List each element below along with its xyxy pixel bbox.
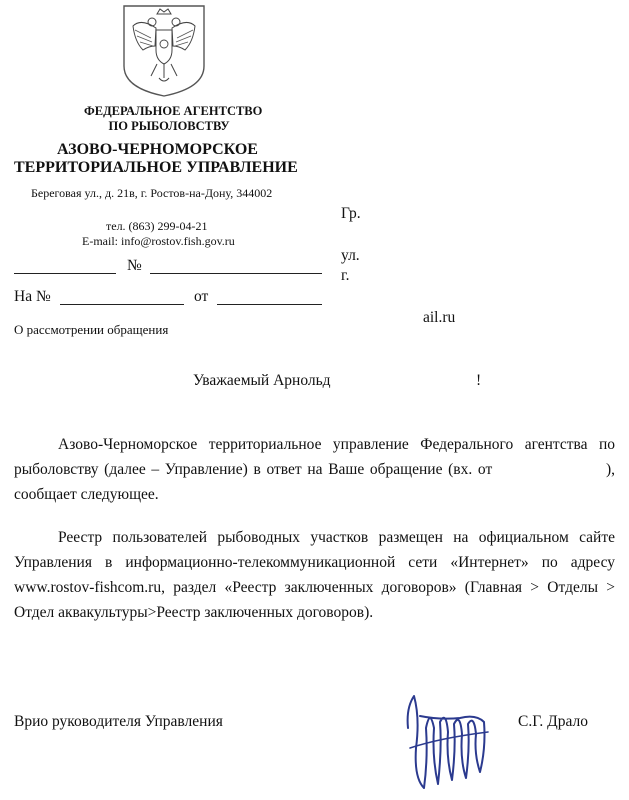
subject-line: О рассмотрении обращения <box>14 322 169 337</box>
signatory-name: С.Г. Драло <box>518 713 588 730</box>
reply-date-label: от <box>194 288 209 305</box>
outgoing-number-underline <box>150 273 322 274</box>
signatory-position: Врио руководителя Управления <box>14 713 223 730</box>
paragraph-1-text: Азово-Черноморское территориальное управление Федерального агентства по рыболовству (далее – Управление) в ответ на Ваше обращение (вх. от ), сообщает следующее. <box>14 436 619 503</box>
handwritten-signature <box>400 688 492 794</box>
region-name-line1: АЗОВО-ЧЕРНОМОРСКОЕ <box>57 141 258 158</box>
greeting-exclamation: ! <box>476 372 482 389</box>
outgoing-date-underline <box>14 273 116 274</box>
address-line: Береговая ул., д. 21в, г. Ростов-на-Дону, 344002 <box>31 186 273 200</box>
recipient-street-label: ул. <box>341 247 360 264</box>
greeting: Уважаемый Арнольд <box>193 372 331 389</box>
number-sign: № <box>127 257 142 274</box>
email-line: E-mail: info@rostov.fish.gov.ru <box>82 234 235 248</box>
agency-name-line2: ПО РЫБОЛОВСТВУ <box>108 119 230 133</box>
recipient-name-label: Гр. <box>341 205 361 222</box>
body-paragraph-2 <box>14 525 615 625</box>
phone-line: тел. (863) 299-04-21 <box>106 219 208 233</box>
reply-number-underline <box>60 304 184 305</box>
reply-number-label: На № <box>14 288 51 305</box>
recipient-email-fragment: ail.ru <box>423 309 456 326</box>
agency-name-line1: ФЕДЕРАЛЬНОЕ АГЕНТСТВО <box>84 104 263 118</box>
coat-of-arms-emblem <box>121 2 207 98</box>
reply-date-underline <box>217 304 322 305</box>
recipient-city-label: г. <box>341 267 350 284</box>
region-name-line2: ТЕРРИТОРИАЛЬНОЕ УПРАВЛЕНИЕ <box>14 159 298 176</box>
body-paragraph-1 <box>14 432 619 507</box>
paragraph-2-text: Реестр пользователей рыбоводных участков размещен на официальном сайте Управления в информационно-телекоммуникационной сети «Интернет» по адресу www.rostov-fishcom.ru, раздел «Реестр заключенных договоров» (Главная > Отделы > Отдел аквакультуры>Реестр заключенных договоров). <box>14 529 615 621</box>
